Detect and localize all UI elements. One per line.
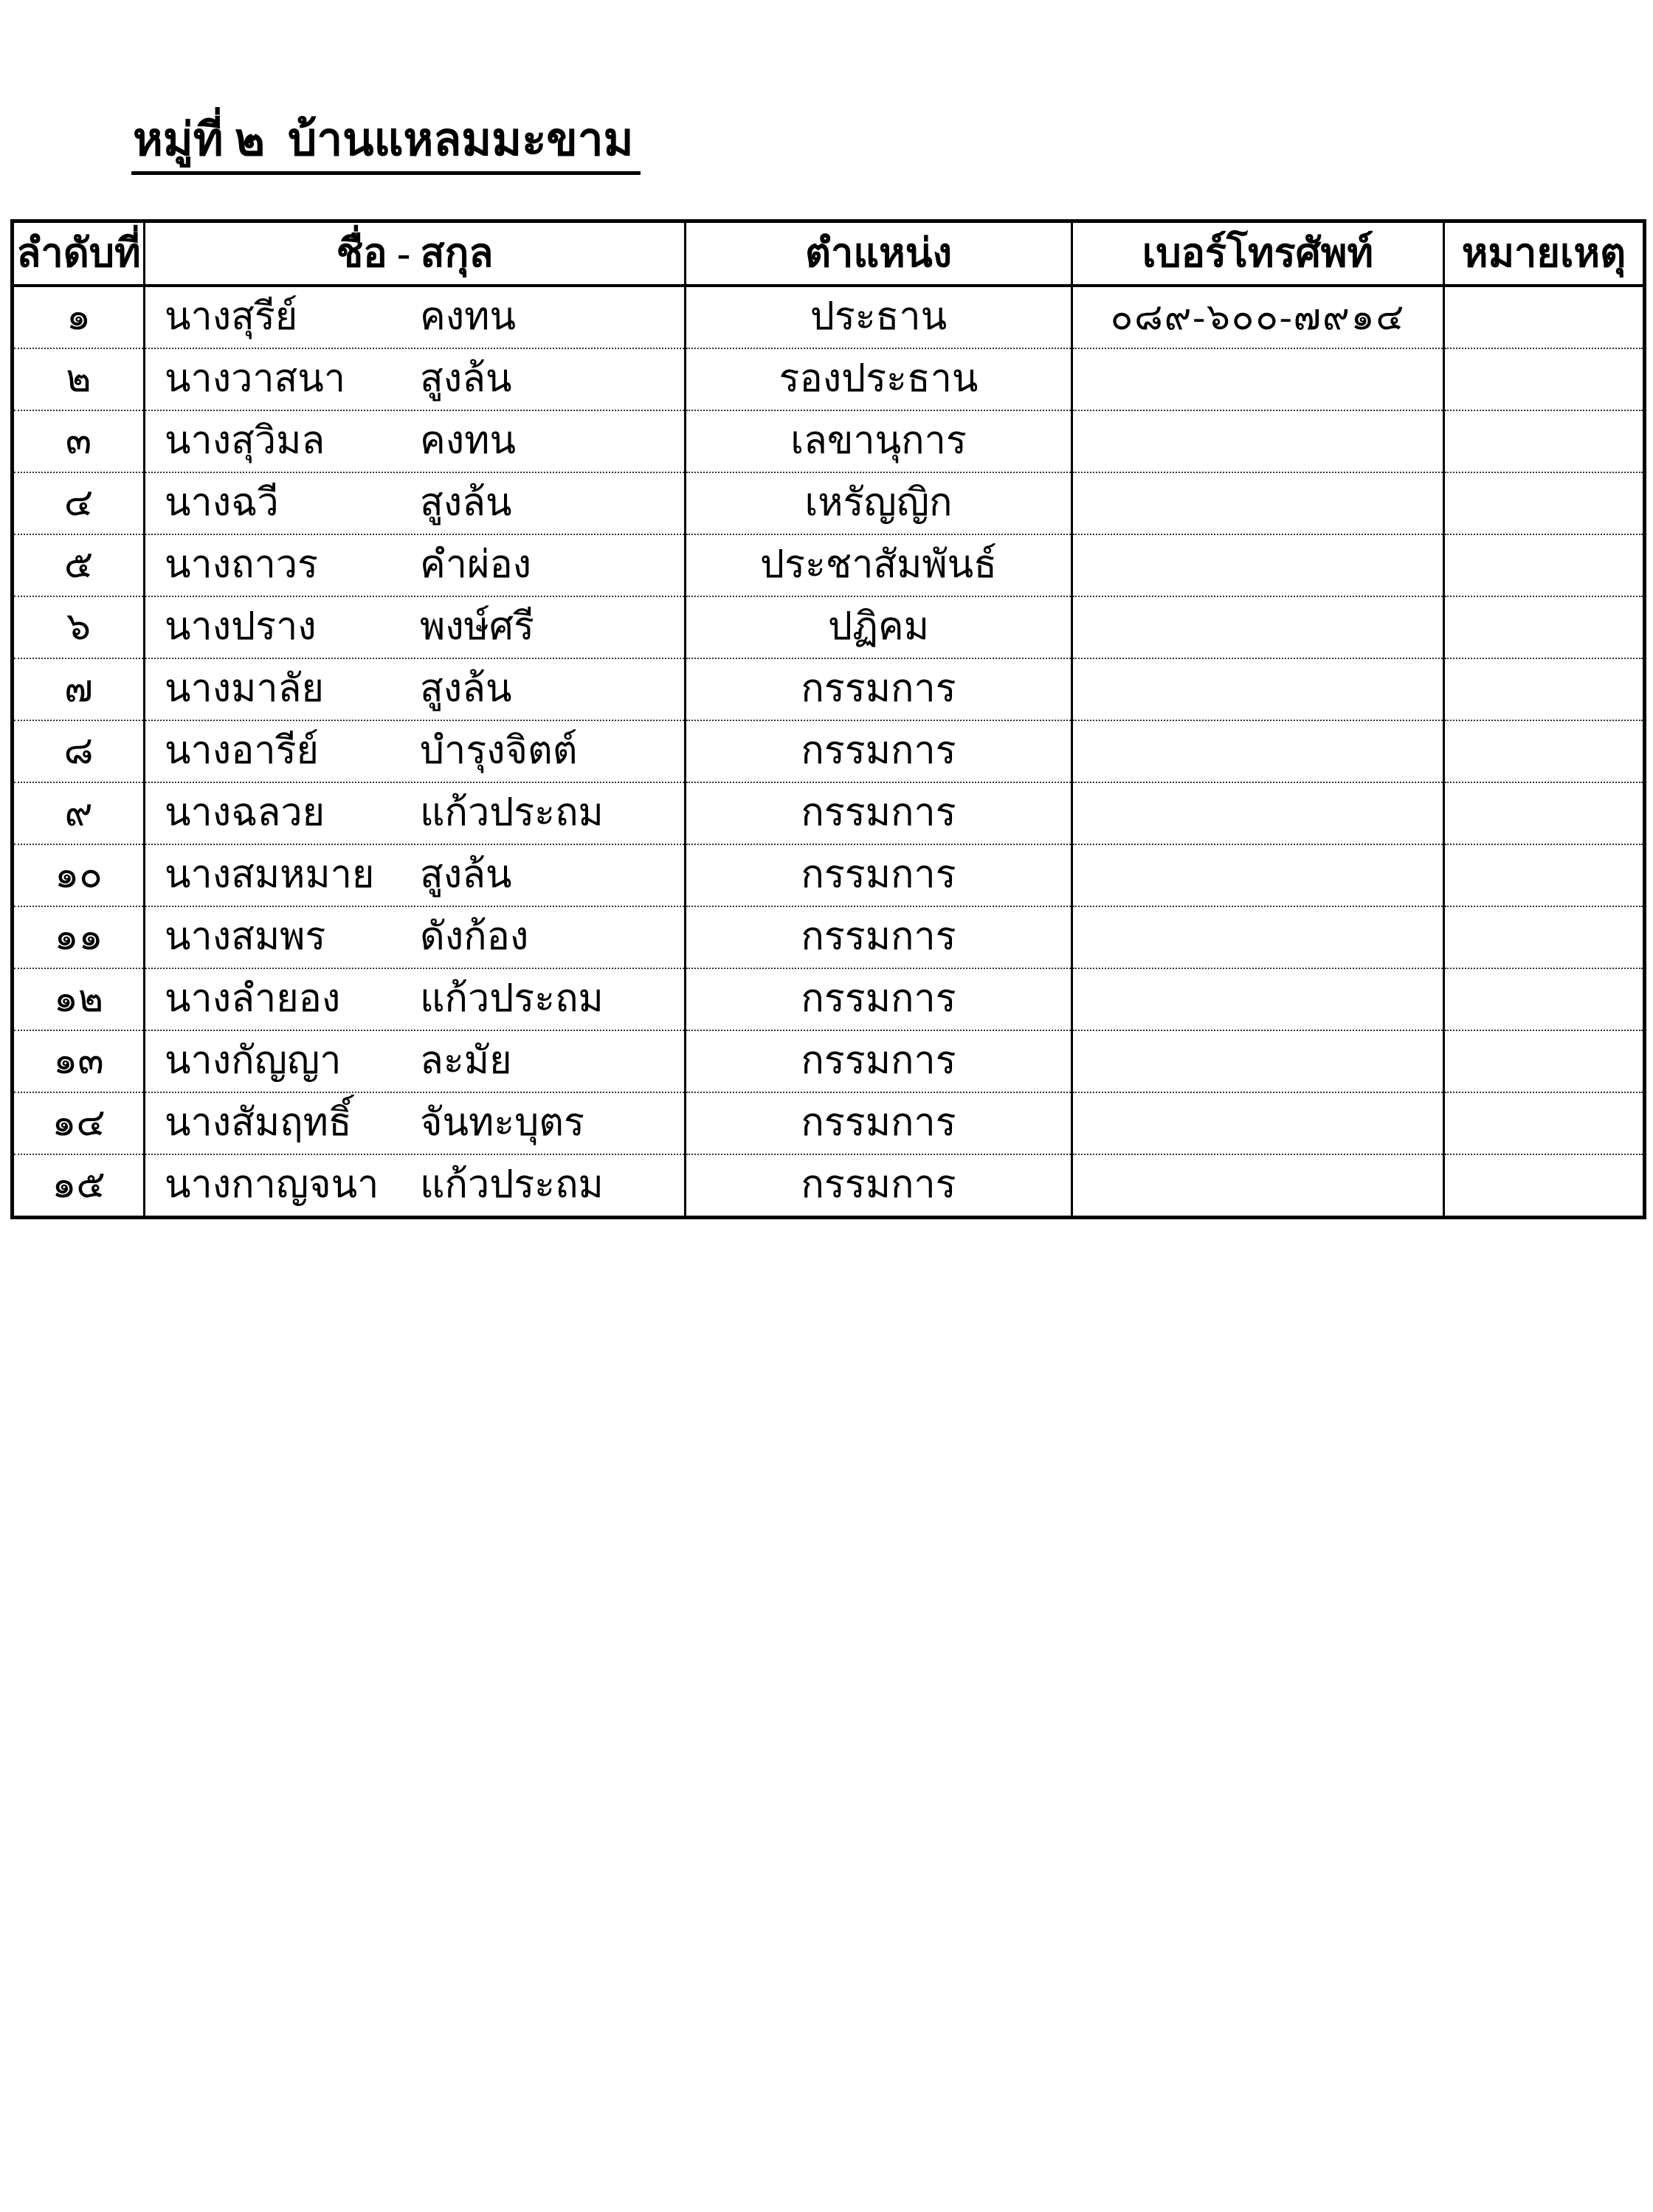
- cell-phone-number: [1072, 410, 1444, 472]
- last-name: สูงล้น: [420, 358, 512, 401]
- table-row: [13, 348, 1645, 410]
- column-header-order: ลำดับที่: [13, 221, 145, 286]
- cell-phone-number: [1072, 348, 1444, 410]
- cell-phone-number: [1072, 844, 1444, 906]
- cell-order-number: ๓: [13, 410, 145, 472]
- last-name: คงทน: [420, 420, 516, 463]
- cell-order-number: ๘: [13, 720, 145, 782]
- cell-phone-number: [1072, 534, 1444, 596]
- table-row: [13, 410, 1645, 472]
- cell-note: [1444, 968, 1645, 1030]
- cell-note: [1444, 844, 1645, 906]
- cell-name: [145, 1092, 686, 1154]
- cell-name: [145, 720, 686, 782]
- cell-order-number: ๑๑: [13, 906, 145, 968]
- last-name: แก้วประถม: [420, 978, 604, 1021]
- cell-phone-number: [1072, 782, 1444, 844]
- last-name: แก้วประถม: [420, 792, 604, 835]
- cell-name: [145, 658, 686, 720]
- table-row: [13, 906, 1645, 968]
- cell-phone-number: [1072, 720, 1444, 782]
- first-name: นางสุรีย์: [165, 296, 298, 339]
- cell-name: [145, 534, 686, 596]
- cell-name: [145, 906, 686, 968]
- cell-position: เหรัญญิก: [686, 472, 1072, 534]
- cell-name: [145, 286, 686, 348]
- table-row: [13, 968, 1645, 1030]
- table-row: [13, 1092, 1645, 1154]
- table-row: [13, 720, 1645, 782]
- last-name: จันทะบุตร: [420, 1102, 584, 1145]
- cell-name: [145, 1154, 686, 1218]
- cell-order-number: ๑๔: [13, 1092, 145, 1154]
- cell-note: [1444, 906, 1645, 968]
- cell-phone-number: [1072, 906, 1444, 968]
- first-name: นางสมพร: [165, 916, 326, 959]
- cell-phone-number: [1072, 658, 1444, 720]
- first-name: นางกาญจนา: [165, 1164, 379, 1207]
- cell-order-number: ๑๕: [52, 1164, 106, 1207]
- first-name: นางลำยอง: [165, 978, 341, 1021]
- cell-order-number: ๑๒: [13, 968, 145, 1030]
- cell-position: กรรมการ: [686, 658, 1072, 720]
- last-name: ละมัย: [420, 1040, 512, 1083]
- first-name: นางวาสนา: [165, 358, 346, 401]
- column-header-name: ชื่อ - สกุล: [145, 221, 686, 286]
- cell-name: [145, 410, 686, 472]
- last-name: ดังก้อง: [420, 916, 529, 959]
- first-name: นางสัมฤทธิ์: [165, 1102, 352, 1145]
- table-row: [13, 1030, 1645, 1092]
- column-header-position: ตำแหน่ง: [686, 221, 1072, 286]
- cell-order-number: ๒: [13, 348, 145, 410]
- cell-position: รองประธาน: [686, 348, 1072, 410]
- cell-order-number: ๔: [13, 472, 145, 534]
- table-row: [13, 596, 1645, 658]
- cell-note: [1444, 348, 1645, 410]
- table-header-row: [13, 221, 1645, 286]
- table-row: [13, 534, 1645, 596]
- cell-phone-number: [1072, 1092, 1444, 1154]
- cell-position: กรรมการ: [686, 968, 1072, 1030]
- table-row: [13, 658, 1645, 720]
- first-name: นางถาวร: [165, 544, 318, 587]
- table-row: [13, 1154, 1645, 1218]
- column-header-note: หมายเหตุ: [1444, 221, 1645, 286]
- cell-phone-number: [1072, 968, 1444, 1030]
- first-name: นางอารีย์: [165, 730, 319, 773]
- first-name: นางกัญญา: [165, 1040, 342, 1083]
- cell-order-number: ๗: [13, 658, 145, 720]
- cell-order-number: ๑: [13, 286, 145, 348]
- cell-order-number: ๑๐: [13, 844, 145, 906]
- last-name: สูงล้น: [420, 668, 512, 711]
- first-name: นางปราง: [165, 606, 317, 649]
- cell-name: [145, 1030, 686, 1092]
- cell-name: [145, 472, 686, 534]
- cell-phone-number: ๐๘๙-๖๐๐-๗๙๑๔: [1072, 286, 1444, 348]
- cell-position: ประธาน: [686, 286, 1072, 348]
- cell-position: ประชาสัมพันธ์: [686, 534, 1072, 596]
- last-name: คำผ่อง: [420, 544, 532, 587]
- committee-roster-table: [10, 219, 1646, 1219]
- last-name: บำรุงจิตต์: [420, 730, 578, 773]
- cell-note: [1444, 782, 1645, 844]
- cell-phone-number: [1072, 472, 1444, 534]
- column-header-phone: เบอร์โทรศัพท์: [1072, 221, 1444, 286]
- cell-note: [1444, 286, 1645, 348]
- cell-phone-number: [1072, 596, 1444, 658]
- cell-position: กรรมการ: [686, 782, 1072, 844]
- cell-position: กรรมการ: [686, 1154, 1072, 1218]
- cell-phone-number: [1072, 1154, 1444, 1218]
- cell-name: [145, 844, 686, 906]
- last-name: สูงล้น: [420, 854, 512, 897]
- cell-position: ปฏิคม: [686, 596, 1072, 658]
- page-title: หมู่ที่ ๒ บ้านแหลมมะขาม: [131, 112, 641, 175]
- cell-position: กรรมการ: [686, 1030, 1072, 1092]
- cell-note: [1444, 1030, 1645, 1092]
- first-name: นางสุวิมล: [165, 420, 325, 463]
- table-row: [13, 844, 1645, 906]
- cell-position: กรรมการ: [686, 720, 1072, 782]
- cell-position: กรรมการ: [686, 906, 1072, 968]
- cell-note: [1444, 472, 1645, 534]
- last-name: คงทน: [420, 296, 516, 339]
- cell-note: [1444, 534, 1645, 596]
- cell-name: [145, 968, 686, 1030]
- first-name: นางฉวี: [165, 482, 279, 525]
- cell-note: [1444, 1154, 1645, 1218]
- table-row: [13, 472, 1645, 534]
- first-name: นางฉลวย: [165, 792, 325, 835]
- first-name: นางมาลัย: [165, 668, 324, 711]
- cell-order-number: ๖: [13, 596, 145, 658]
- cell-position: กรรมการ: [686, 844, 1072, 906]
- last-name: สูงล้น: [420, 482, 512, 525]
- last-name: พงษ์ศรี: [420, 606, 534, 649]
- cell-note: [1444, 596, 1645, 658]
- cell-note: [1444, 410, 1645, 472]
- cell-name: [145, 348, 686, 410]
- table-row: [13, 286, 1645, 348]
- cell-order-number: ๙: [13, 782, 145, 844]
- cell-position: กรรมการ: [686, 1092, 1072, 1154]
- cell-name: [145, 596, 686, 658]
- cell-name: [145, 782, 686, 844]
- first-name: นางสมหมาย: [165, 854, 375, 897]
- table-row: [13, 782, 1645, 844]
- cell-order-number: ๕: [13, 534, 145, 596]
- last-name: แก้วประถม: [420, 1164, 604, 1207]
- cell-position: เลขานุการ: [686, 410, 1072, 472]
- cell-phone-number: [1072, 1030, 1444, 1092]
- cell-note: [1444, 720, 1645, 782]
- cell-order-number: ๑๓: [13, 1030, 145, 1092]
- cell-note: [1444, 1092, 1645, 1154]
- cell-note: [1444, 658, 1645, 720]
